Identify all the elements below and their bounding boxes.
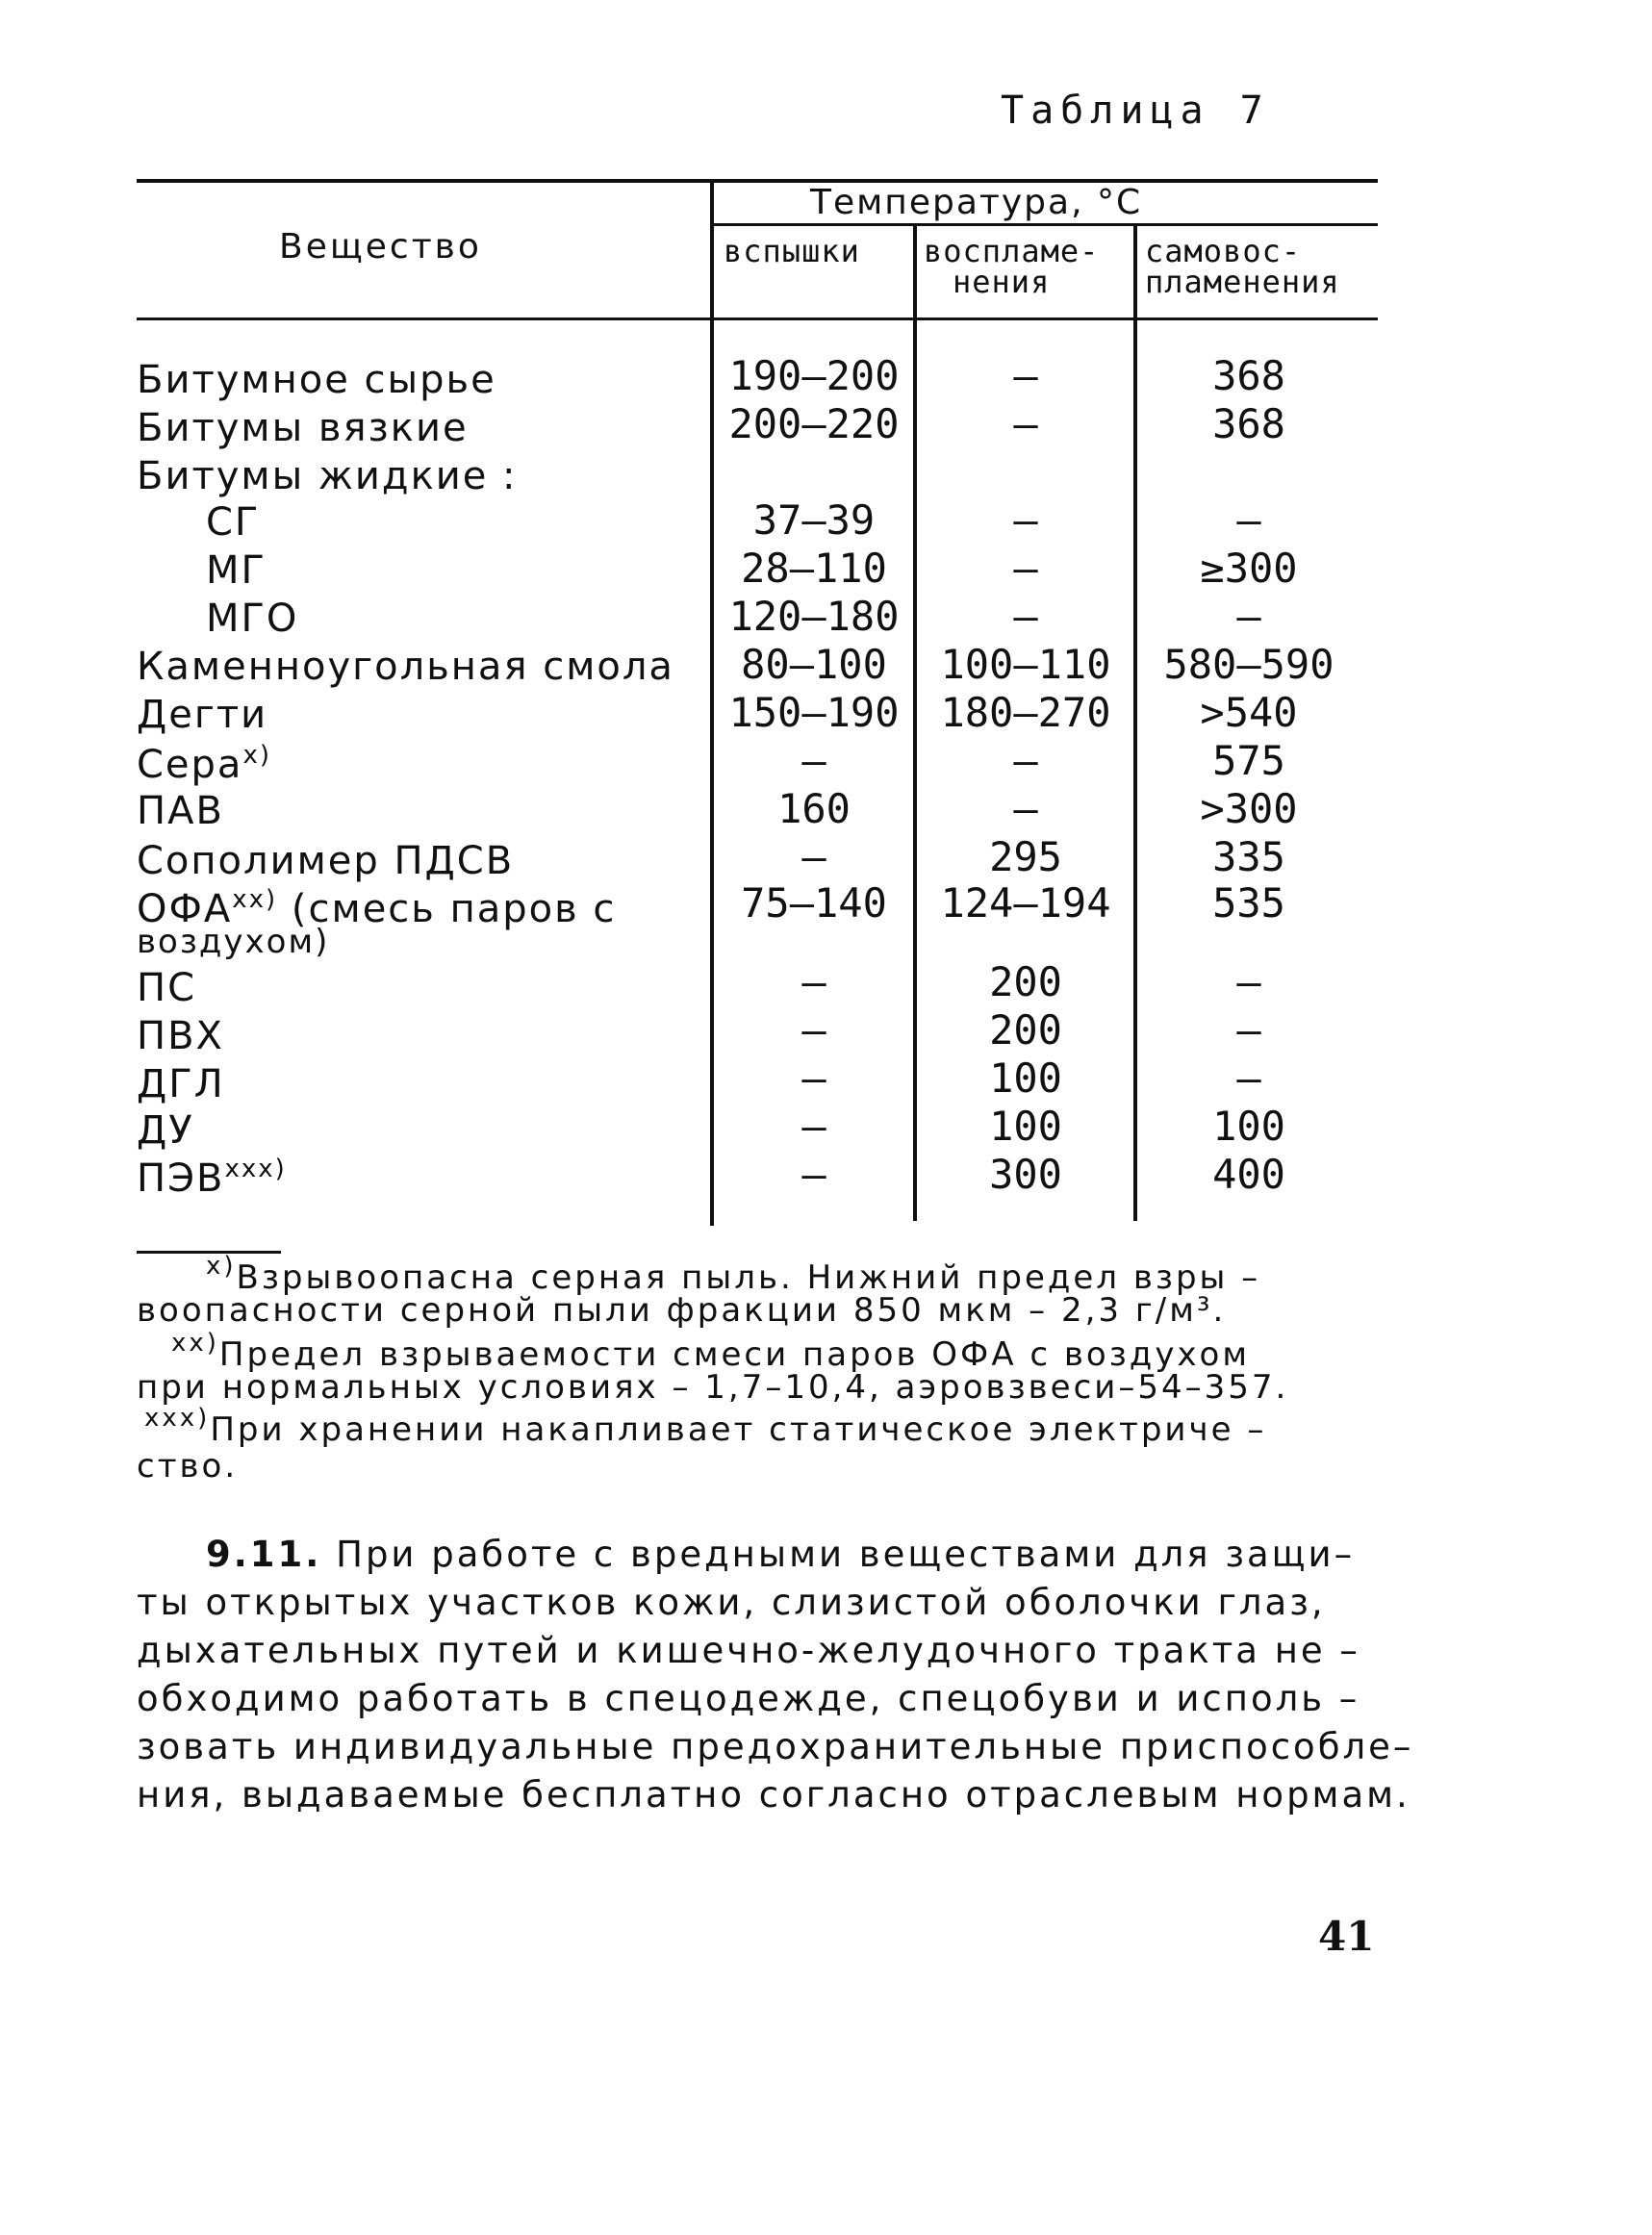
row-name-text: ПЭВ (137, 1156, 225, 1201)
row-name: Каменноугольная смола (137, 645, 674, 689)
footnote-3-line1: При хранении накапливает статическое электриче – (210, 1410, 1267, 1449)
row-auto: >300 (1200, 785, 1298, 832)
row-name: ПАВ (137, 789, 224, 833)
paragraph-line: зовать индивидуальные предохранительные приспособле– (137, 1726, 1414, 1767)
paragraph-line: обходимо работать в спецодежде, спецобуви и исполь – (137, 1678, 1360, 1719)
row-flash: 150–190 (728, 689, 900, 736)
row-ignition: 100 (989, 1054, 1062, 1102)
row-name: ДУ (137, 1108, 194, 1153)
paragraph-line: ты открытых участков кожи, слизистой оболочки глаз, (137, 1582, 1326, 1623)
row-flash: – (801, 958, 826, 1005)
row-auto: >540 (1200, 689, 1298, 736)
page-number: 41 (1318, 1913, 1375, 1960)
row-name: Сополимер ПДСВ (137, 839, 515, 883)
footnote-2-mark: xx) (171, 1329, 219, 1358)
row-name: ПС (137, 966, 197, 1010)
row-ignition: – (1013, 545, 1038, 592)
row-ignition: – (1013, 400, 1038, 447)
footnote-2-line1: Предел взрываемости смеси паров ОФА с воздухом (218, 1335, 1251, 1374)
row-name-text: ОФА (137, 887, 233, 931)
row-auto: – (1236, 958, 1261, 1005)
footnote-mark: xx) (232, 885, 278, 914)
header-col-autoignition-2: пламенения (1145, 264, 1340, 300)
row-name-rest: (смесь паров с (277, 887, 617, 931)
footnote-3-cont: ство. (137, 1447, 239, 1486)
paragraph-line: дыхательных путей и кишечно-желудочного тракта не – (137, 1630, 1360, 1671)
row-auto: – (1236, 593, 1261, 640)
row-flash: 28–110 (741, 545, 887, 592)
row-name: Битумное сырье (137, 358, 496, 402)
footnote-1-cont: воопасности серной пыли фракции 850 мкм – 2,3 г/м³. (137, 1291, 1227, 1330)
header-bottom-rule (137, 317, 1378, 320)
row-name-text: Сера (137, 743, 243, 787)
row-ignition: 100–110 (940, 641, 1111, 688)
row-auto: 368 (1212, 400, 1285, 447)
row-auto: 400 (1212, 1151, 1285, 1198)
row-name-group: Битумы жидкие : (137, 454, 518, 498)
header-col-ignition-2: нения (953, 264, 1051, 300)
footnote-1-mark: x) (206, 1252, 237, 1281)
row-auto: ≥300 (1200, 545, 1298, 592)
row-ignition: 124–194 (940, 879, 1111, 927)
row-ignition: – (1013, 496, 1038, 544)
row-auto: 535 (1212, 879, 1285, 927)
row-auto: – (1236, 1006, 1261, 1054)
row-name: МГО (206, 597, 299, 641)
row-ignition: 180–270 (940, 689, 1111, 736)
temperature-underline (714, 223, 1378, 226)
row-ignition: 200 (989, 958, 1062, 1005)
row-flash: – (801, 1006, 826, 1054)
footnote-3 (137, 1404, 1387, 1449)
table-title: Таблица 7 (1001, 89, 1270, 133)
row-ignition: 100 (989, 1103, 1062, 1150)
row-name (137, 1155, 287, 1203)
row-flash: 80–100 (741, 641, 887, 688)
row-ignition: – (1013, 352, 1038, 399)
paragraph-line-text: При работе с вредными веществами для защи– (321, 1534, 1356, 1575)
row-ignition: 295 (989, 833, 1062, 880)
row-auto: 100 (1212, 1103, 1285, 1150)
row-name-line2: воздухом) (137, 923, 330, 961)
row-auto: – (1236, 1054, 1261, 1102)
row-flash: 190–200 (728, 352, 900, 399)
row-flash: – (801, 1103, 826, 1150)
row-auto: – (1236, 496, 1261, 544)
row-name: ДГЛ (137, 1062, 225, 1106)
row-name: СГ (206, 500, 261, 545)
row-flash: 120–180 (728, 593, 900, 640)
paragraph-line: ния, выдаваемые бесплатно согласно отраслевым нормам. (137, 1774, 1411, 1816)
row-ignition: – (1013, 785, 1038, 832)
row-flash: 160 (777, 785, 851, 832)
footnote-mark: xxx) (224, 1155, 287, 1183)
header-substance: Вещество (279, 227, 482, 267)
footnote-3-mark: xxx) (144, 1404, 211, 1433)
table-top-rule (137, 179, 1378, 183)
row-name: МГ (206, 548, 267, 593)
row-ignition: 200 (989, 1006, 1062, 1054)
paragraph-line (137, 1530, 1387, 1580)
footnote-1-line1: Взрывоопасна серная пыль. Нижний предел взры – (236, 1258, 1261, 1297)
row-auto: 368 (1212, 352, 1285, 399)
row-flash: – (801, 1054, 826, 1102)
row-ignition: – (1013, 737, 1038, 784)
row-flash: 200–220 (728, 400, 900, 447)
footnote-mark: x) (242, 741, 271, 770)
row-flash: 75–140 (741, 879, 887, 927)
row-auto: 335 (1212, 833, 1285, 880)
header-col-ignition-1: воспламе- (924, 233, 1100, 269)
row-ignition: 300 (989, 1151, 1062, 1198)
row-auto: 575 (1212, 737, 1285, 784)
header-temperature: Температура, °С (810, 183, 1143, 222)
paragraph-number: 9.11. (206, 1534, 322, 1575)
row-name: Дегти (137, 693, 268, 737)
row-name: ПВХ (137, 1014, 224, 1058)
footnote-2-cont: при нормальных условиях – 1,7–10,4, аэровзвеси–54–357. (137, 1368, 1289, 1407)
row-auto: 580–590 (1163, 641, 1334, 688)
row-name: Битумы вязкие (137, 406, 469, 450)
row-flash: – (801, 1151, 826, 1198)
row-flash: – (801, 833, 826, 880)
row-name (137, 741, 271, 789)
header-col-flash: вспышки (724, 233, 860, 269)
row-ignition: – (1013, 593, 1038, 640)
row-flash: 37–39 (752, 496, 876, 544)
header-col-autoignition-1: самовос- (1145, 233, 1302, 269)
row-flash: – (801, 737, 826, 784)
